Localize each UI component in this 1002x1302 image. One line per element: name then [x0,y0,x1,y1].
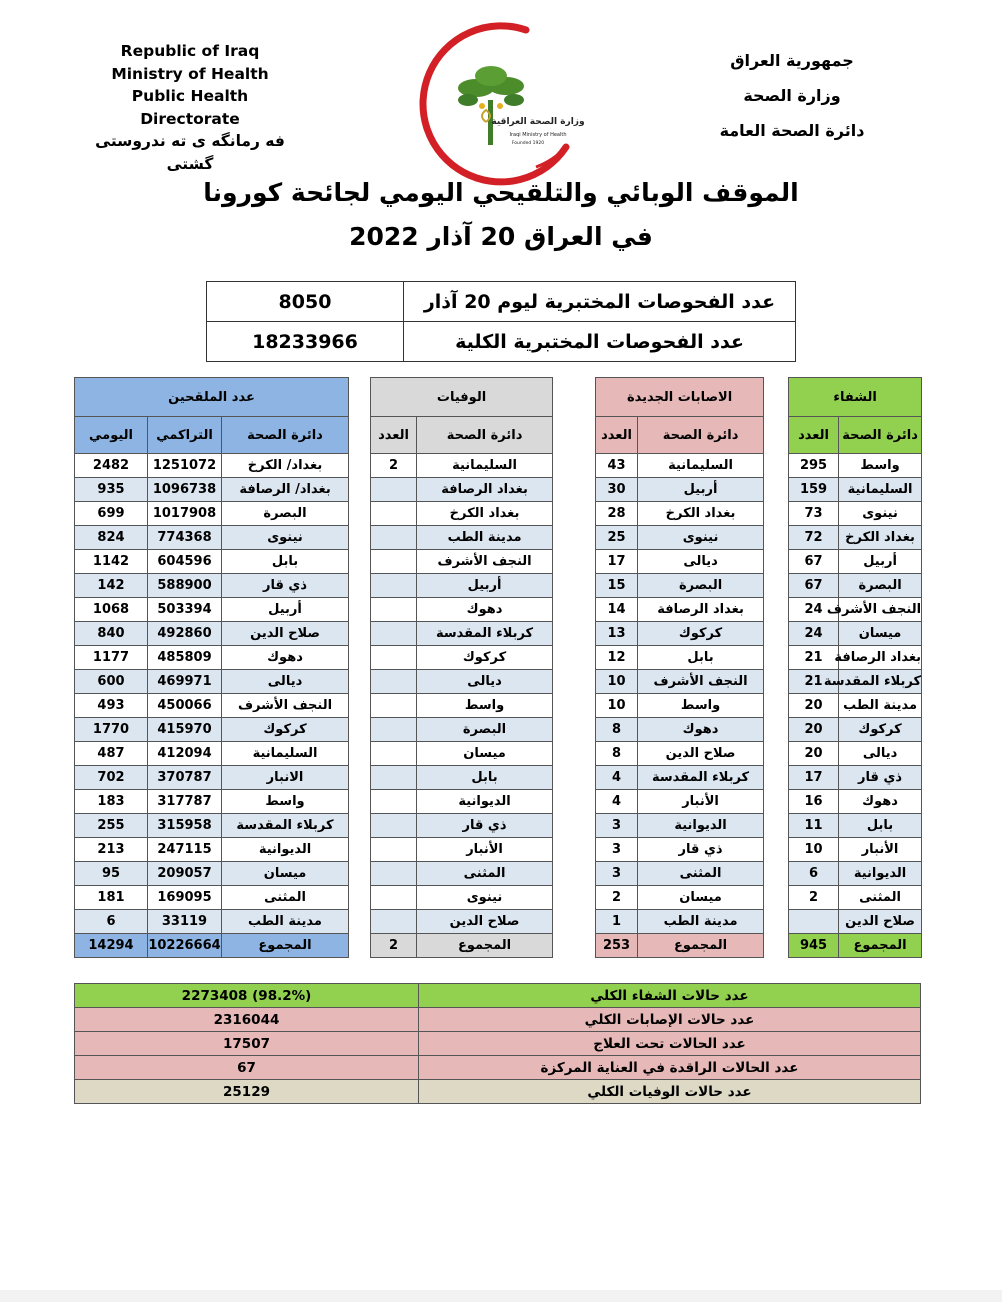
vac-directorate-cell: بغداد/ الرصافة [222,478,349,502]
new-directorate-cell: بغداد الكرخ [638,502,764,526]
vac-directorate-cell: واسط [222,790,349,814]
death-count-cell [371,862,417,886]
death-directorate-cell: كربلاء المقدسة [417,622,553,646]
summary-label: عدد الحالات الراقدة في العناية المركزة [419,1056,921,1080]
vac-daily-cell: 702 [75,766,148,790]
vac-cumulative-cell: 450066 [148,694,222,718]
totals-row [75,934,922,958]
vac-cumulative-cell: 317787 [148,790,222,814]
vac-cumulative-cell: 33119 [148,910,222,934]
ministry-logo [416,22,591,177]
vac-directorate-cell: ديالى [222,670,349,694]
vac-cumulative-cell: 315958 [148,814,222,838]
vac-cumulative-cell: 503394 [148,598,222,622]
rec-directorate-cell: النجف الأشرف [839,598,922,622]
vac-daily-cell: 824 [75,526,148,550]
new-directorate-cell: البصرة [638,574,764,598]
vac-directorate-cell: ذي قار [222,574,349,598]
rec-count-cell: 295 [789,454,839,478]
rec-directorate-cell: أربيل [839,550,922,574]
rec-count-cell: 67 [789,574,839,598]
new-directorate-cell: واسط [638,694,764,718]
summary-label: عدد الحالات تحت العلاج [419,1032,921,1056]
recovery-group-header: الشفاء [789,378,922,417]
total-tests-value: 18233966 [207,322,404,362]
header-en-line-1: Republic of Iraq [120,42,260,60]
vac-daily-cell: 699 [75,502,148,526]
death-directorate-cell: دهوك [417,598,553,622]
table-row [75,598,922,622]
provinces-table [74,377,922,958]
new-directorate-cell: صلاح الدين [638,742,764,766]
header-en-line-2: Ministry of Health [111,64,269,83]
total-tests-label: عدد الفحوصات المختبرية الكلية [404,322,796,362]
rec-directorate-cell: صلاح الدين [839,910,922,934]
summary-row [75,984,921,1008]
summary-row [75,1032,921,1056]
vac-daily-cell: 600 [75,670,148,694]
rec-count-cell: 21 [789,646,839,670]
new-count-cell: 14 [596,598,638,622]
table-row [75,646,922,670]
new-directorate-cell: المثنى [638,862,764,886]
new-count-cell: 2 [596,886,638,910]
death-count-header: العدد [371,417,417,454]
logo-text-founded: Founded 1920 [511,141,545,146]
summary-label: عدد حالات الإصابات الكلي [419,1008,921,1032]
table-row [75,622,922,646]
table-row [75,718,922,742]
new-directorate-cell: أربيل [638,478,764,502]
death-directorate-cell: بابل [417,766,553,790]
rec-count-cell: 16 [789,790,839,814]
deaths-group-header: الوفيات [371,378,553,417]
death-count-cell [371,766,417,790]
vaccinated-group-header: عدد الملقحين [75,378,349,417]
death-count-cell [371,502,417,526]
new-directorate-cell: ذي قار [638,838,764,862]
new-directorate-cell: بغداد الرصافة [638,598,764,622]
death-count-cell [371,574,417,598]
new-count-cell: 10 [596,694,638,718]
total-new-label: المجموع [638,934,764,958]
total-death-label: المجموع [417,934,553,958]
summary-row [75,1008,921,1032]
vac-cumulative-cell: 1251072 [148,454,222,478]
new-directorate-cell: الأنبار [638,790,764,814]
vac-directorate-cell: صلاح الدين [222,622,349,646]
vac-directorate-cell: النجف الأشرف [222,694,349,718]
vac-directorate-cell: بابل [222,550,349,574]
table-row [75,574,922,598]
death-count-cell [371,838,417,862]
daily-tests-label: عدد الفحوصات المختبرية ليوم 20 آذار [404,282,796,322]
rec-count-cell: 2 [789,886,839,910]
vac-daily-header: اليومي [75,417,148,454]
vac-daily-cell: 6 [75,910,148,934]
death-directorate-cell: الديوانية [417,790,553,814]
rec-count-header: العدد [789,417,839,454]
total-vac-daily: 14294 [75,934,148,958]
vac-daily-cell: 935 [75,478,148,502]
column-header-row [75,417,922,454]
header-ar-line-1: جمهورية العراق [730,51,854,70]
vac-cumulative-cell: 1096738 [148,478,222,502]
table-row [75,478,922,502]
new-count-cell: 8 [596,718,638,742]
new-count-cell: 10 [596,670,638,694]
rec-directorate-cell: الأنبار [839,838,922,862]
vac-directorate-cell: الديوانية [222,838,349,862]
table-row [75,790,922,814]
table-row [75,910,922,934]
death-count-cell: 2 [371,454,417,478]
rec-directorate-cell: واسط [839,454,922,478]
death-count-cell [371,790,417,814]
table-row [75,454,922,478]
new-directorate-cell: الديوانية [638,814,764,838]
rec-count-cell: 20 [789,742,839,766]
summary-table [74,983,921,1104]
vac-cumulative-cell: 469971 [148,670,222,694]
death-directorate-header: دائرة الصحة [417,417,553,454]
new-count-cell: 4 [596,766,638,790]
rec-count-cell: 67 [789,550,839,574]
new-directorate-cell: النجف الأشرف [638,670,764,694]
total-new-count: 253 [596,934,638,958]
table-row [75,526,922,550]
total-vac-label: المجموع [222,934,349,958]
rec-count-cell: 20 [789,694,839,718]
rec-directorate-cell: ذي قار [839,766,922,790]
new-directorate-cell: ديالى [638,550,764,574]
rec-count-cell: 24 [789,598,839,622]
daily-tests-value: 8050 [207,282,404,322]
vac-directorate-cell: السليمانية [222,742,349,766]
vac-cumulative-cell: 604596 [148,550,222,574]
rec-directorate-cell: المثنى [839,886,922,910]
vac-daily-cell: 1177 [75,646,148,670]
death-count-cell [371,910,417,934]
new-count-cell: 25 [596,526,638,550]
rec-directorate-cell: بابل [839,814,922,838]
vac-directorate-cell: بغداد/ الكرخ [222,454,349,478]
vac-directorate-header: دائرة الصحة [222,417,349,454]
table-row [75,766,922,790]
report-title: الموقف الوبائي والتلقيحي اليومي لجائحة كورونا [203,178,799,207]
summary-value: 25129 [75,1080,419,1104]
death-count-cell [371,526,417,550]
new-directorate-cell: كربلاء المقدسة [638,766,764,790]
table-row [75,742,922,766]
rec-count-cell: 11 [789,814,839,838]
death-count-cell [371,742,417,766]
rec-count-cell: 10 [789,838,839,862]
table-row [75,550,922,574]
death-directorate-cell: واسط [417,694,553,718]
summary-value: 17507 [75,1032,419,1056]
new-count-cell: 3 [596,814,638,838]
vac-cumulative-header: التراكمي [148,417,222,454]
death-count-cell [371,622,417,646]
vac-daily-cell: 1068 [75,598,148,622]
rec-directorate-cell: البصرة [839,574,922,598]
rec-directorate-cell: مدينة الطب [839,694,922,718]
death-count-cell [371,478,417,502]
death-directorate-cell: ذي قار [417,814,553,838]
table-row [75,886,922,910]
vac-cumulative-cell: 209057 [148,862,222,886]
vac-directorate-cell: أربيل [222,598,349,622]
vac-directorate-cell: المثنى [222,886,349,910]
table-row [75,862,922,886]
death-count-cell [371,694,417,718]
rec-count-cell: 20 [789,718,839,742]
death-count-cell [371,646,417,670]
table-row [75,502,922,526]
total-tests-row [207,322,796,362]
new-count-cell: 15 [596,574,638,598]
new-count-cell: 17 [596,550,638,574]
lab-tests-table [206,281,796,362]
rec-count-cell [789,910,839,934]
new-directorate-header: دائرة الصحة [638,417,764,454]
death-count-cell [371,814,417,838]
death-directorate-cell: أربيل [417,574,553,598]
new-count-cell: 12 [596,646,638,670]
vac-directorate-cell: كركوك [222,718,349,742]
table-row [75,814,922,838]
rec-directorate-cell: كربلاء المقدسة [839,670,922,694]
new-count-cell: 28 [596,502,638,526]
new-count-cell: 8 [596,742,638,766]
summary-label: عدد حالات الوفيات الكلي [419,1080,921,1104]
vac-directorate-cell: الانبار [222,766,349,790]
vac-daily-cell: 1142 [75,550,148,574]
new-directorate-cell: السليمانية [638,454,764,478]
logo-text-english: Iraqi Ministry of Health [509,132,567,138]
death-directorate-cell: كركوك [417,646,553,670]
vac-cumulative-cell: 370787 [148,766,222,790]
rec-directorate-cell: ديالى [839,742,922,766]
summary-row [75,1080,921,1104]
death-directorate-cell: نينوى [417,886,553,910]
death-count-cell [371,550,417,574]
report-subtitle-date: في العراق 20 آذار 2022 [349,222,653,251]
vac-daily-cell: 487 [75,742,148,766]
new-count-cell: 30 [596,478,638,502]
new-directorate-cell: بابل [638,646,764,670]
summary-label: عدد حالات الشفاء الكلي [419,984,921,1008]
vac-cumulative-cell: 169095 [148,886,222,910]
summary-row [75,1056,921,1080]
vac-daily-cell: 142 [75,574,148,598]
death-count-cell [371,670,417,694]
vac-daily-cell: 95 [75,862,148,886]
rec-directorate-cell: الديوانية [839,862,922,886]
rec-count-cell: 17 [789,766,839,790]
vac-cumulative-cell: 492860 [148,622,222,646]
new-directorate-cell: دهوك [638,718,764,742]
death-directorate-cell: بغداد الرصافة [417,478,553,502]
death-count-cell [371,598,417,622]
vac-daily-cell: 1770 [75,718,148,742]
rec-count-cell: 21 [789,670,839,694]
total-rec-label: المجموع [839,934,922,958]
rec-directorate-cell: نينوى [839,502,922,526]
rec-count-cell: 159 [789,478,839,502]
english-header [80,40,300,175]
new-count-cell: 3 [596,862,638,886]
vac-cumulative-cell: 247115 [148,838,222,862]
vac-directorate-cell: ميسان [222,862,349,886]
total-death-count: 2 [371,934,417,958]
new-directorate-cell: كركوك [638,622,764,646]
vac-cumulative-cell: 774368 [148,526,222,550]
vac-cumulative-cell: 588900 [148,574,222,598]
vac-cumulative-cell: 485809 [148,646,222,670]
group-header-row [75,378,922,417]
rec-directorate-cell: السليمانية [839,478,922,502]
new-count-cell: 4 [596,790,638,814]
rec-directorate-header: دائرة الصحة [839,417,922,454]
death-directorate-cell: ديالى [417,670,553,694]
death-count-cell [371,718,417,742]
death-directorate-cell: صلاح الدين [417,910,553,934]
vac-directorate-cell: نينوى [222,526,349,550]
new-directorate-cell: ميسان [638,886,764,910]
rec-directorate-cell: بغداد الكرخ [839,526,922,550]
rec-count-cell: 72 [789,526,839,550]
vac-directorate-cell: البصرة [222,502,349,526]
rec-count-cell: 6 [789,862,839,886]
rec-count-cell: 73 [789,502,839,526]
header-kurdish-line: فه رمانگه ی ته ندروستی گشتی [95,132,285,173]
rec-directorate-cell: بغداد الرصافة [839,646,922,670]
new-count-cell: 43 [596,454,638,478]
vac-cumulative-cell: 415970 [148,718,222,742]
header-ar-line-3: دائرة الصحة العامة [719,121,865,140]
death-directorate-cell: الأنبار [417,838,553,862]
death-count-cell [371,886,417,910]
new-directorate-cell: نينوى [638,526,764,550]
death-directorate-cell: النجف الأشرف [417,550,553,574]
summary-value: 67 [75,1056,419,1080]
vac-directorate-cell: مدينة الطب [222,910,349,934]
table-row [75,694,922,718]
death-directorate-cell: البصرة [417,718,553,742]
rec-directorate-cell: ميسان [839,622,922,646]
vac-daily-cell: 2482 [75,454,148,478]
new-directorate-cell: مدينة الطب [638,910,764,934]
new-count-cell: 3 [596,838,638,862]
vac-daily-cell: 213 [75,838,148,862]
rec-count-cell: 24 [789,622,839,646]
new-count-header: العدد [596,417,638,454]
death-directorate-cell: ميسان [417,742,553,766]
daily-tests-row [207,282,796,322]
vac-daily-cell: 183 [75,790,148,814]
summary-value: 2316044 [75,1008,419,1032]
death-directorate-cell: بغداد الكرخ [417,502,553,526]
death-directorate-cell: مدينة الطب [417,526,553,550]
total-rec-count: 945 [789,934,839,958]
vac-daily-cell: 493 [75,694,148,718]
header-en-line-3: Public Health Directorate [131,87,249,128]
arabic-header [712,43,872,148]
vac-directorate-cell: دهوك [222,646,349,670]
vac-daily-cell: 255 [75,814,148,838]
table-row [75,670,922,694]
rec-directorate-cell: دهوك [839,790,922,814]
logo-text-arabic: وزارة الصحة العراقية [491,117,585,127]
header-ar-line-2: وزارة الصحة [743,86,841,105]
death-directorate-cell: المثنى [417,862,553,886]
vac-daily-cell: 840 [75,622,148,646]
new-count-cell: 13 [596,622,638,646]
rec-directorate-cell: كركوك [839,718,922,742]
summary-value: 2273408 (98.2%) [75,984,419,1008]
new-cases-group-header: الاصابات الجديدة [596,378,764,417]
vac-daily-cell: 181 [75,886,148,910]
vac-directorate-cell: كربلاء المقدسة [222,814,349,838]
vac-cumulative-cell: 412094 [148,742,222,766]
death-directorate-cell: السليمانية [417,454,553,478]
total-vac-cumulative: 10226664 [148,934,222,958]
new-count-cell: 1 [596,910,638,934]
vac-cumulative-cell: 1017908 [148,502,222,526]
table-row [75,838,922,862]
